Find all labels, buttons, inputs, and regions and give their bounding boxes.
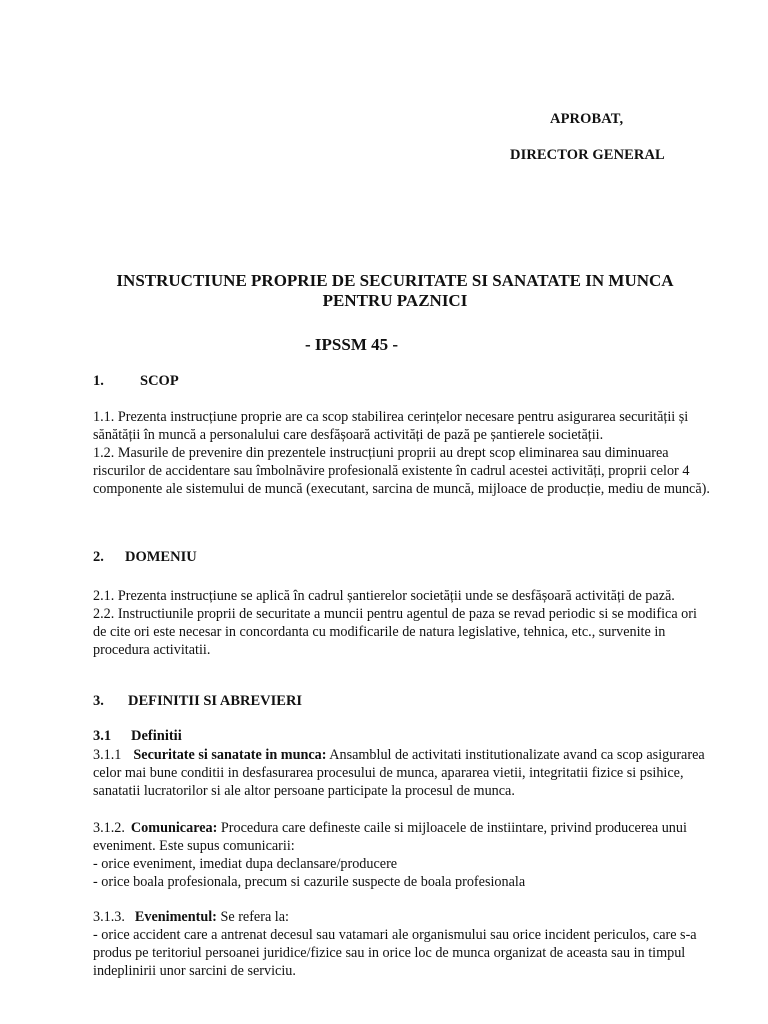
section-1-body — [93, 408, 713, 498]
definition-number: 3.1.1 — [93, 747, 122, 763]
section-label: DOMENIU — [125, 549, 197, 565]
paragraph-2-2: 2.2. Instructiunile proprii de securitate a muncii pentru agentul de paza se revad periodic si se modifica ori de cite ori este necesar in concordanta cu modificarile de natura legislative, tehnica, etc., survenite in procedura activitatii. — [93, 606, 697, 658]
subsection-3-1-heading — [93, 728, 182, 745]
list-item: - orice boala profesionala, precum si cazurile suspecte de boala profesionala — [93, 874, 526, 890]
section-number: 2. — [93, 549, 104, 565]
section-label: DEFINITII SI ABREVIERI — [128, 693, 303, 709]
title-line-2: PENTRU PAZNICI — [322, 291, 468, 310]
definition-text: Ansamblul de activitati institutionalizate avand ca scop asigurarea celor mai bune conditii in desfasurarea procesului de munca, apararea vietii, integritatii fizice si psihice, sanatatii lucratorilor si ale altor persoane participate la procesul de munca. — [93, 747, 705, 799]
definition-term: Comunicarea: — [130, 820, 218, 836]
definition-number: 3.1.2. — [93, 820, 125, 836]
list-item: - orice accident care a antrenat decesul sau vatamari ale organismului sau orice incident periculos, care s-a produs pe teritoriul persoanei juridice/fizice sau in orice loc de munca organizat de aceasta sau in timpul indeplinirii unor sarcini de serviciu. — [93, 927, 697, 979]
section-1-heading — [93, 373, 179, 390]
section-label: SCOP — [140, 373, 179, 389]
section-number: 1. — [93, 373, 104, 389]
definition-number: 3.1.3. — [93, 909, 125, 925]
section-2-body — [93, 587, 713, 659]
list-item: - orice eveniment, imediat dupa declansare/producere — [93, 856, 398, 872]
approval-signatory: DIRECTOR GENERAL — [510, 147, 665, 163]
definition-text: Se refera la: — [216, 909, 289, 925]
paragraph-1-1: 1.1. Prezenta instrucțiune proprie are ca scop stabilirea cerințelor necesare pentru asigurarea securității și sănătății în muncă a personalului care desfășoară activități de pază pe șantierele societății. — [93, 409, 689, 443]
section-3-heading — [93, 693, 302, 710]
definition-term: Securitate si sanatate in munca: — [133, 747, 327, 763]
subsection-number: 3.1 — [93, 728, 112, 744]
document-title — [60, 271, 730, 311]
definition-3-1-2 — [93, 819, 713, 891]
definition-3-1-1 — [93, 746, 713, 800]
document-code: - IPSSM 45 - — [305, 335, 399, 354]
paragraph-2-1: 2.1. Prezenta instrucțiune se aplică în cadrul șantierelor societății unde se desfășoară activități de pază. — [93, 588, 675, 604]
title-line-1: INSTRUCTIUNE PROPRIE DE SECURITATE SI SANATATE IN MUNCA — [116, 271, 674, 290]
subsection-label: Definitii — [131, 728, 182, 744]
definition-term: Evenimentul: — [134, 909, 217, 925]
definition-3-1-3 — [93, 908, 713, 980]
definition-text: Procedura care defineste caile si mijloacele de instiintare, privind producerea unui eveniment. Este supus comunicarii: — [93, 820, 687, 854]
section-number: 3. — [93, 693, 104, 709]
approval-label: APROBAT, — [550, 111, 624, 127]
paragraph-1-2: 1.2. Masurile de prevenire din prezentele instrucțiuni proprii au drept scop eliminarea sau diminuarea riscurilor de accidentare sau îmbolnăvire profesională existente în cadrul acestei activități, proprii celor 4 componente ale sistemului de muncă (executant, sarcina de muncă, mijloace de producție, mediu de muncă). — [93, 445, 710, 497]
section-2-heading — [93, 549, 197, 566]
